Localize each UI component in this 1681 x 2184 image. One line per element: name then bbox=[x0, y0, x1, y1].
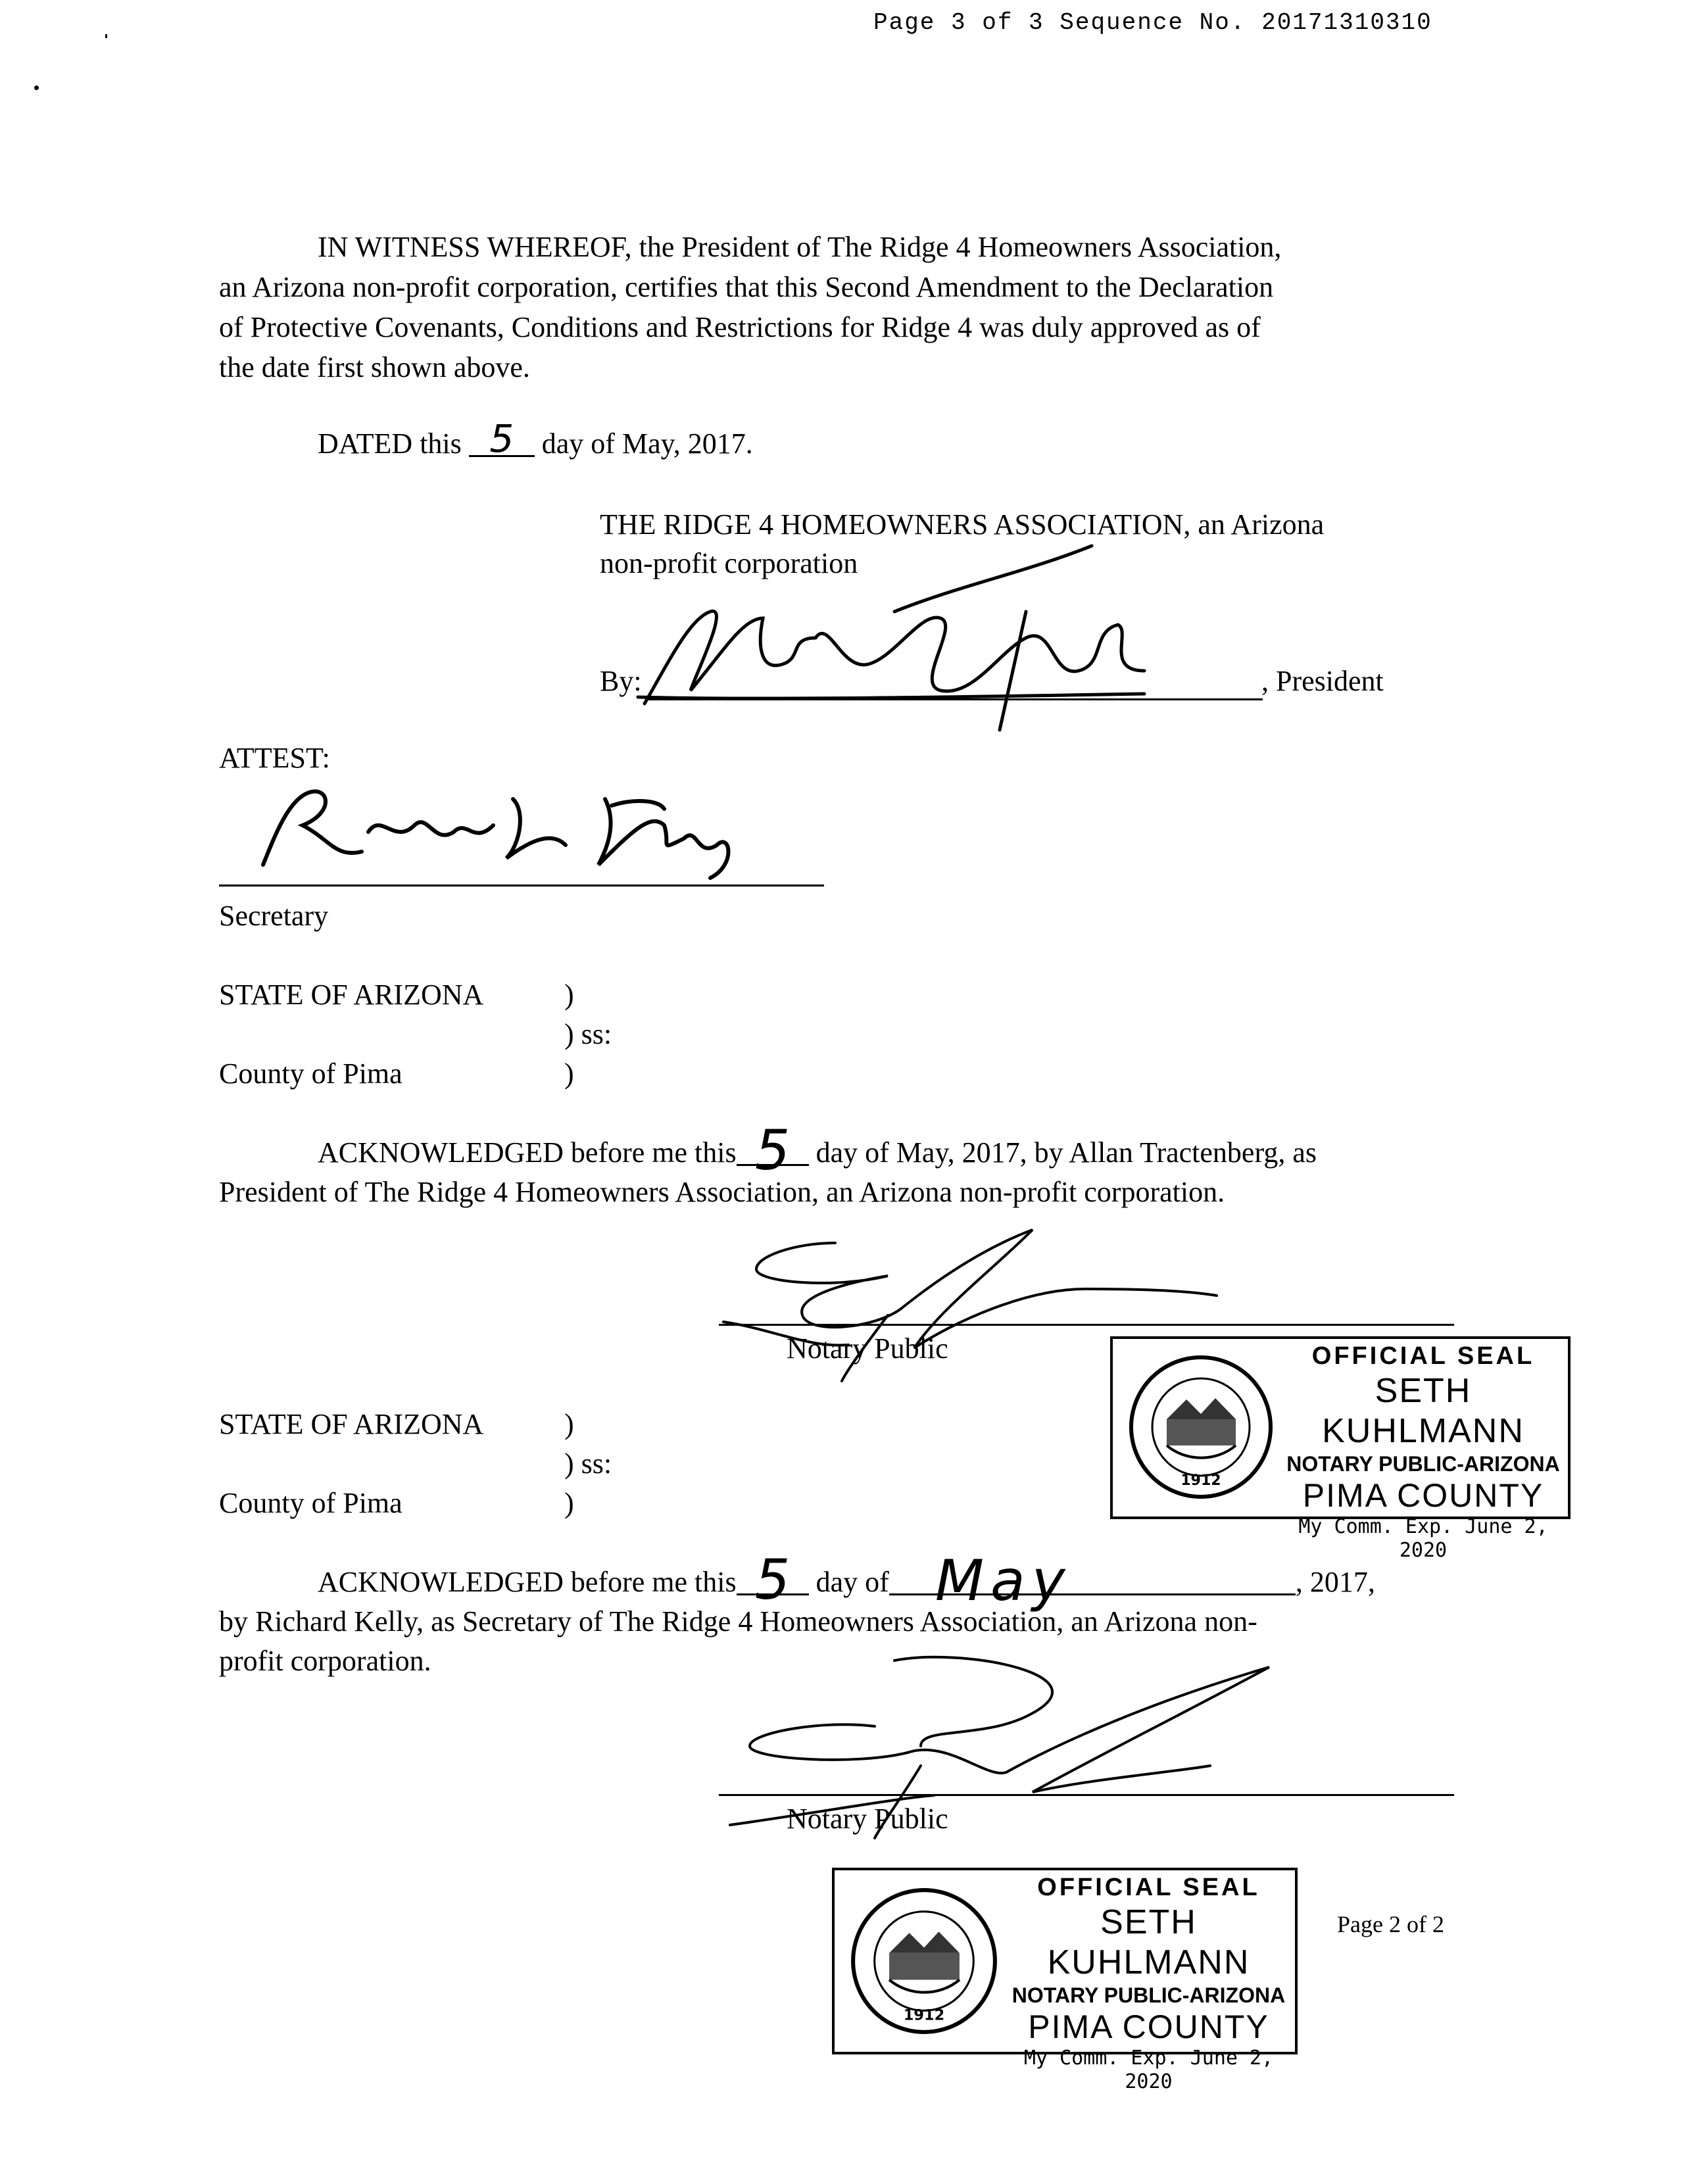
seal-text-block bbox=[1009, 1873, 1288, 2093]
ack1-suffix: day of May, 2017, by Allan Tractenberg, as bbox=[816, 1136, 1317, 1169]
dated-day-handwritten: 5 bbox=[489, 416, 514, 461]
notary2-signature-line bbox=[719, 1794, 1454, 1796]
notary2-label: Notary Public bbox=[787, 1803, 948, 1835]
venue2-state: STATE OF ARIZONA bbox=[219, 1408, 484, 1440]
venue2-paren-bottom: ) bbox=[564, 1487, 574, 1519]
seal-year: 1912 bbox=[903, 2006, 945, 2024]
secretary-signature bbox=[237, 773, 776, 878]
witness-paragraph bbox=[219, 227, 1455, 387]
venue1-paren-top: ) bbox=[564, 979, 574, 1011]
ack2-day-handwritten: 5 bbox=[754, 1547, 791, 1612]
seal-text-block bbox=[1285, 1342, 1561, 1562]
venue1-state: STATE OF ARIZONA bbox=[219, 979, 484, 1011]
ack2-prefix: ACKNOWLEDGED before me this bbox=[318, 1566, 737, 1598]
by-label: By: bbox=[600, 665, 642, 697]
seal-year: 1912 bbox=[1181, 1472, 1221, 1489]
association-name-line1: THE RIDGE 4 HOMEOWNERS ASSOCIATION, an Arizona bbox=[600, 508, 1325, 541]
witness-line: IN WITNESS WHEREOF, the President of The Ridge 4 Homeowners Association, bbox=[318, 231, 1282, 263]
secretary-signature-line bbox=[219, 885, 824, 886]
president-signature bbox=[631, 539, 1210, 737]
seal-title: OFFICIAL SEAL bbox=[1037, 1874, 1260, 1901]
seal-county: PIMA COUNTY bbox=[1028, 2008, 1269, 2046]
page-sequence-header: Page 3 of 3 Sequence No. 20171310310 bbox=[873, 9, 1432, 36]
scan-speck bbox=[34, 85, 39, 90]
venue1-paren-bottom: ) bbox=[564, 1057, 574, 1090]
arizona-state-seal-emblem bbox=[1127, 1353, 1275, 1501]
seal-title: OFFICIAL SEAL bbox=[1311, 1342, 1535, 1370]
arizona-state-seal-emblem bbox=[849, 1886, 999, 2036]
president-title: , President bbox=[1261, 665, 1384, 697]
notary-seal-1 bbox=[1110, 1336, 1571, 1562]
venue1-ss: ) ss: bbox=[564, 1018, 612, 1050]
notary1-signature-line bbox=[719, 1324, 1454, 1326]
ack1-line1 bbox=[318, 1118, 1317, 1182]
ack2-year: , 2017, bbox=[1295, 1566, 1375, 1598]
ack2-line1 bbox=[318, 1547, 1375, 1614]
seal-expiry: My Comm. Exp. June 2, 2020 bbox=[1298, 1515, 1548, 1562]
ack1-day-blank bbox=[737, 1118, 809, 1182]
seal-role: NOTARY PUBLIC-ARIZONA bbox=[1286, 1451, 1560, 1476]
ack2-mid: day of bbox=[816, 1566, 889, 1598]
dated-day-blank bbox=[469, 416, 535, 461]
ack2-day-blank bbox=[737, 1547, 809, 1612]
venue1-county: County of Pima bbox=[219, 1057, 402, 1090]
venue2-county: County of Pima bbox=[219, 1487, 402, 1519]
ack2-line3: profit corporation. bbox=[219, 1645, 431, 1677]
witness-line: an Arizona non-profit corporation, certifies that this Second Amendment to the Declaration bbox=[219, 271, 1274, 303]
ack2-month-blank bbox=[889, 1548, 1296, 1614]
notary1-label: Notary Public bbox=[787, 1332, 948, 1365]
ack1-day-handwritten: 5 bbox=[754, 1118, 791, 1182]
seal-county: PIMA COUNTY bbox=[1302, 1477, 1544, 1515]
scan-speck bbox=[105, 34, 107, 38]
ack1-prefix: ACKNOWLEDGED before me this bbox=[318, 1136, 737, 1169]
witness-line: the date first shown above. bbox=[219, 351, 530, 383]
footer-page-number: Page 2 of 2 bbox=[1337, 1911, 1444, 1937]
dated-line bbox=[318, 416, 753, 464]
ack1-line2: President of The Ridge 4 Homeowners Association, an Arizona non-profit corporation. bbox=[219, 1176, 1225, 1208]
seal-expiry: My Comm. Exp. June 2, 2020 bbox=[1023, 2047, 1274, 2093]
venue2-paren-top: ) bbox=[564, 1408, 574, 1440]
notary-seal-2 bbox=[832, 1868, 1298, 2093]
seal-notary-name: SETH KUHLMANN bbox=[1322, 1371, 1524, 1451]
ack2-month-handwritten: May bbox=[935, 1548, 1072, 1614]
dated-suffix: day of May, 2017. bbox=[541, 427, 753, 460]
seal-role: NOTARY PUBLIC-ARIZONA bbox=[1011, 1983, 1286, 2007]
secretary-title: Secretary bbox=[219, 900, 329, 932]
dated-prefix: DATED this bbox=[318, 427, 462, 460]
association-name-line2: non-profit corporation bbox=[600, 547, 858, 579]
seal-notary-name: SETH KUHLMANN bbox=[1047, 1903, 1250, 1982]
venue2-ss: ) ss: bbox=[564, 1447, 612, 1480]
witness-line: of Protective Covenants, Conditions and Restrictions for Ridge 4 was duly approved as of bbox=[219, 311, 1261, 343]
attest-label: ATTEST: bbox=[219, 742, 330, 774]
ack2-line2: by Richard Kelly, as Secretary of The Ridge 4 Homeowners Association, an Arizona non- bbox=[219, 1605, 1257, 1638]
